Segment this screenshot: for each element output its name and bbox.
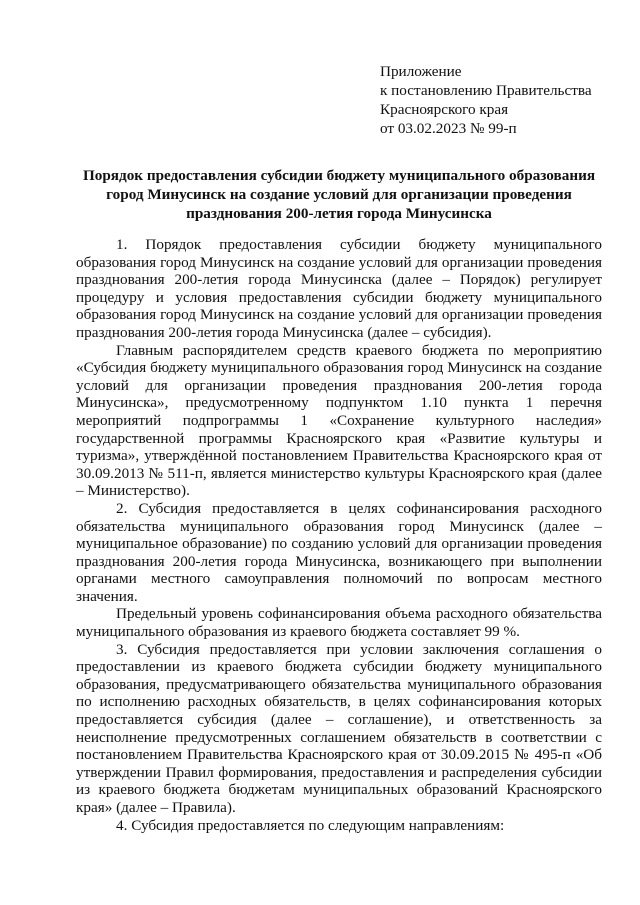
paragraph-4: Предельный уровень софинансирования объема расходного обязательства муниципального образования из краевого бюджета составляет 99 %.	[76, 605, 602, 641]
paragraph-1: 1. Порядок предоставления субсидии бюджету муниципального образования город Минусинск на создание условий для организации проведения празднования 200-летия города Минусинска (далее – Порядок) регулирует процедуру и условия предоставления субсидии бюджету муниципального образования город Минусинск на создание условий для организации проведения празднования 200-летия города Минусинска (далее – субсидия).	[76, 236, 602, 341]
appendix-line: от 03.02.2023 № 99-п	[380, 120, 517, 137]
title-line: город Минусинск на создание условий для организации проведения	[106, 186, 572, 203]
document-body	[76, 236, 602, 834]
paragraph-3: 2. Субсидия предоставляется в целях софинансирования расходного обязательства муниципального образования город Минусинск (далее – муниципальное образование) по созданию условий для организации проведения празднования 200-летия города Минусинска, возникающего при выполнении органами местного самоуправления полномочий по вопросам местного значения.	[76, 499, 602, 605]
appendix-line: к постановлению Правительства	[380, 82, 592, 99]
appendix-line: Приложение	[380, 63, 462, 80]
title-line: празднования 200-летия города Минусинска	[186, 205, 492, 222]
appendix-header	[380, 62, 592, 138]
paragraph-6: 4. Субсидия предоставляется по следующим направлениям:	[116, 816, 505, 834]
paragraph-2: Главным распорядителем средств краевого бюджета по мероприятию «Субсидия бюджету муниципального образования город Минусинск на создание условий для организации проведения празднования 200-летия города Минусинска», предусмотренному подпунктом 1.10 пункта 1 перечня мероприятий подпрограммы 1 «Сохранение культурного наследия» государственной программы Красноярского края «Развитие культуры и туризма», утверждённой постановлением Правительства Красноярского края от 30.09.2013 № 511-п, является министерство культуры Красноярского края (далее – Министерство).	[76, 341, 602, 500]
title-line: Порядок предоставления субсидии бюджету муниципального образования	[82, 167, 596, 184]
appendix-line: Красноярского края	[380, 101, 509, 118]
paragraph-5: 3. Субсидия предоставляется при условии заключения соглашения о предоставлении из краевого бюджета субсидии бюджету муниципального образования, предусматривающего обязательства муниципального образования по исполнению расходных обязательств, в целях софинансирования которых предоставляется субсидия (далее – соглашение), и ответственность за неисполнение предусмотренных соглашением обязательств в соответствии с постановлением Правительства Красноярского края от 30.09.2015 № 495-п «Об утверждении Правил формирования, предоставления и распределения субсидии из краевого бюджета бюджетам муниципальных образований Красноярского края» (далее – Правила).	[76, 640, 602, 816]
document-title	[76, 166, 602, 223]
